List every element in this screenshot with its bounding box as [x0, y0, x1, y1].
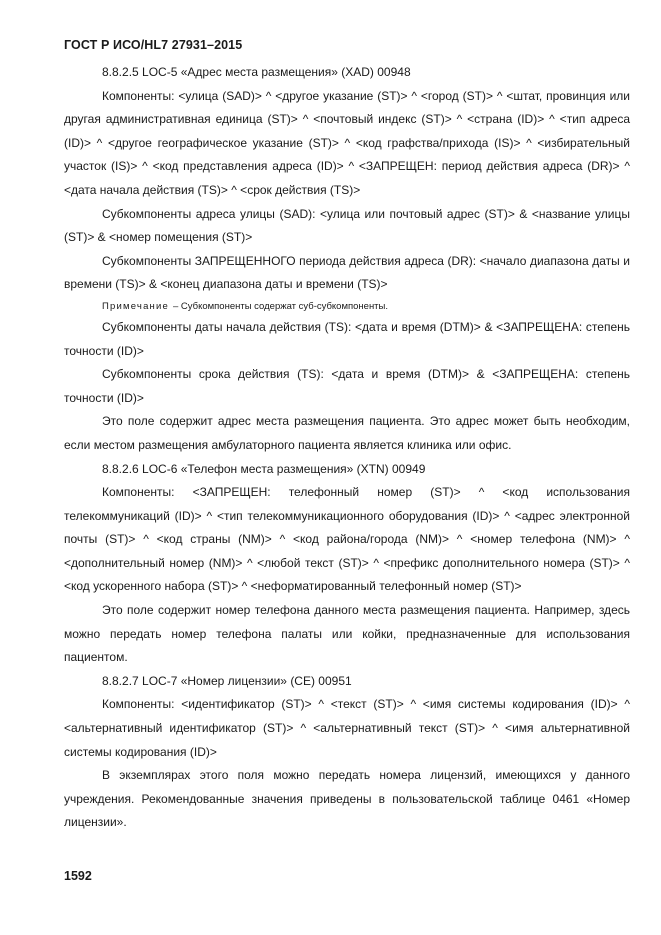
- paragraph-sad-subcomponents: Субкомпоненты адреса улицы (SAD): <улица или почтовый адрес (ST)> & <название улицы (ST)> & <номер помещения (ST)>: [64, 206, 630, 245]
- paragraph-loc5-components: Компоненты: <улица (SAD)> ^ <другое указание (ST)> ^ <город (ST)> ^ <штат, провинция или другая административная единица (ST)> ^ <почтовый индекс (ST)> ^ <страна (ID)> ^ <тип адреса (ID)> ^ <другое географическое указание (ST)> ^ <код графства/прихода (IS)> ^ <избирательный участок (IS)> ^ <код представления адреса (ID)> ^ <ЗАПРЕЩЕН: период действия адреса (DR)> ^ <дата начала действия (TS)> ^ <срок действия (TS)>: [64, 88, 630, 197]
- page-content: [64, 61, 630, 835]
- paragraph-loc6-description: Это поле содержит номер телефона данного места размещения пациента. Например, здесь можно передать номер телефона палаты или койки, предназначенные для использования пациентом.: [64, 603, 630, 665]
- paragraph-loc7-components: Компоненты: <идентификатор (ST)> ^ <текст (ST)> ^ <имя системы кодирования (ID)> ^ <альтернативный идентификатор (ST)> ^ <альтернативный текст (ST)> ^ <имя альтернативной системы кодирования (ID)>: [64, 697, 630, 759]
- note: [64, 296, 630, 317]
- note-text: – Субкомпоненты содержат суб-субкомпоненты.: [173, 300, 389, 312]
- page-number: 1592: [64, 869, 92, 883]
- paragraph-loc6-components: Компоненты: <ЗАПРЕЩЕН: телефонный номер (ST)> ^ <код использования телекоммуникаций (ID)> ^ <тип телекоммуникационного оборудования (ID)> ^ <адрес электронной почты (ST)> ^ <код страны (NM)> ^ <код района/города (NM)> ^ <номер телефона (NM)> ^ <дополнительный номер (NM)> ^ <любой текст (ST)> ^ <префикс дополнительного номера (ST)> ^ <код ускоренного набора (ST)> ^ <неформатированный телефонный номер (ST)>: [64, 485, 630, 594]
- paragraph-start-date-subcomponents: Субкомпоненты даты начала действия (TS): <дата и время (DTM)> & <ЗАПРЕЩЕНА: степень точности (ID)>: [64, 319, 630, 358]
- paragraph-dr-subcomponents: Субкомпоненты ЗАПРЕЩЕННОГО периода действия адреса (DR): <начало диапазона даты и времени (TS)> & <конец диапазона даты и времени (TS)>: [64, 253, 630, 292]
- section-heading-loc6: 8.8.2.6 LOC-6 «Телефон места размещения» (XTN) 00949: [102, 461, 426, 476]
- paragraph-loc7-description: В экземплярах этого поля можно передать номера лицензий, имеющихся у данного учреждения. Рекомендованные значения приведены в пользовательской таблице 0461 «Номер лицензии».: [64, 768, 630, 830]
- note-label: Примечание: [102, 300, 169, 312]
- document-header: ГОСТ Р ИСО/HL7 27931–2015: [64, 38, 243, 52]
- paragraph-loc5-description: Это поле содержит адрес места размещения пациента. Это адрес может быть необходим, если местом размещения амбулаторного пациента является клиника или офис.: [64, 414, 630, 452]
- section-heading-loc7: 8.8.2.7 LOC-7 «Номер лицензии» (CE) 00951: [102, 673, 352, 688]
- paragraph-expiry-subcomponents: Субкомпоненты срока действия (TS): <дата и время (DTM)> & <ЗАПРЕЩЕНА: степень точности (ID)>: [64, 367, 630, 405]
- section-heading-loc5: 8.8.2.5 LOC-5 «Адрес места размещения» (XAD) 00948: [102, 65, 411, 79]
